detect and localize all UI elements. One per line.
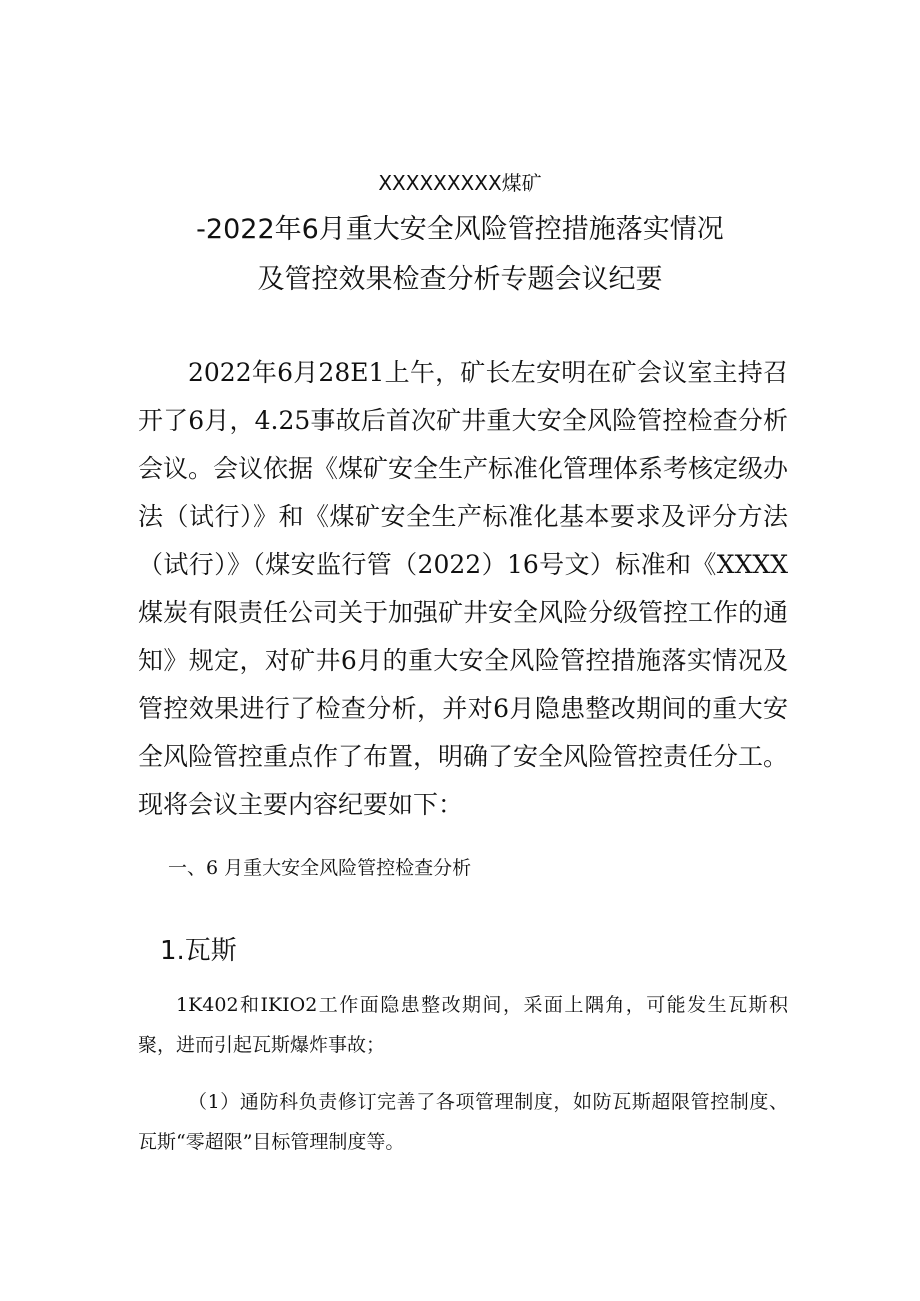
document-title-main: -2022年6月重大安全风险管控措施落实情况	[196, 214, 724, 245]
gas-measure-paragraph: （1）通防科负责修订完善了各项管理制度，如防瓦斯超限管控制度、瓦斯“零超限”目标管理制度等。	[138, 1091, 788, 1153]
document-title-mine-name: XXXXXXXXX煤矿	[378, 171, 542, 195]
section-heading: 一、6 月重大安全风险管控检查分析	[168, 857, 472, 879]
gas-risk-paragraph: 1K402和IKIO2工作面隐患整改期间，采面上隅角，可能发生瓦斯积聚，进而引起瓦斯爆炸事故；	[138, 994, 788, 1056]
intro-paragraph: 2022年6月28E1上午，矿长左安明在矿会议室主持召开了6月，4.25事故后首次矿井重大安全风险管控检查分析会议。会议依据《煤矿安全生产标准化管理体系考核定级办法（试行）》和《煤矿安全生产标准化基本要求及评分方法（试行）》（煤安监行管（2022）16号文）标准和《XXXX煤炭有限责任公司关于加强矿井安全风险分级管控工作的通知》规定，对矿井6月的重大安全风险管控措施落实情况及管控效果进行了检查分析，并对6月隐患整改期间的重大安全风险管控重点作了布置，明确了安全风险管控责任分工。现将会议主要内容纪要如下：	[138, 358, 789, 819]
sub-heading-gas: 1.瓦斯	[160, 936, 237, 966]
document-title-subtitle: 及管控效果检查分析专题会议纪要	[257, 264, 663, 295]
